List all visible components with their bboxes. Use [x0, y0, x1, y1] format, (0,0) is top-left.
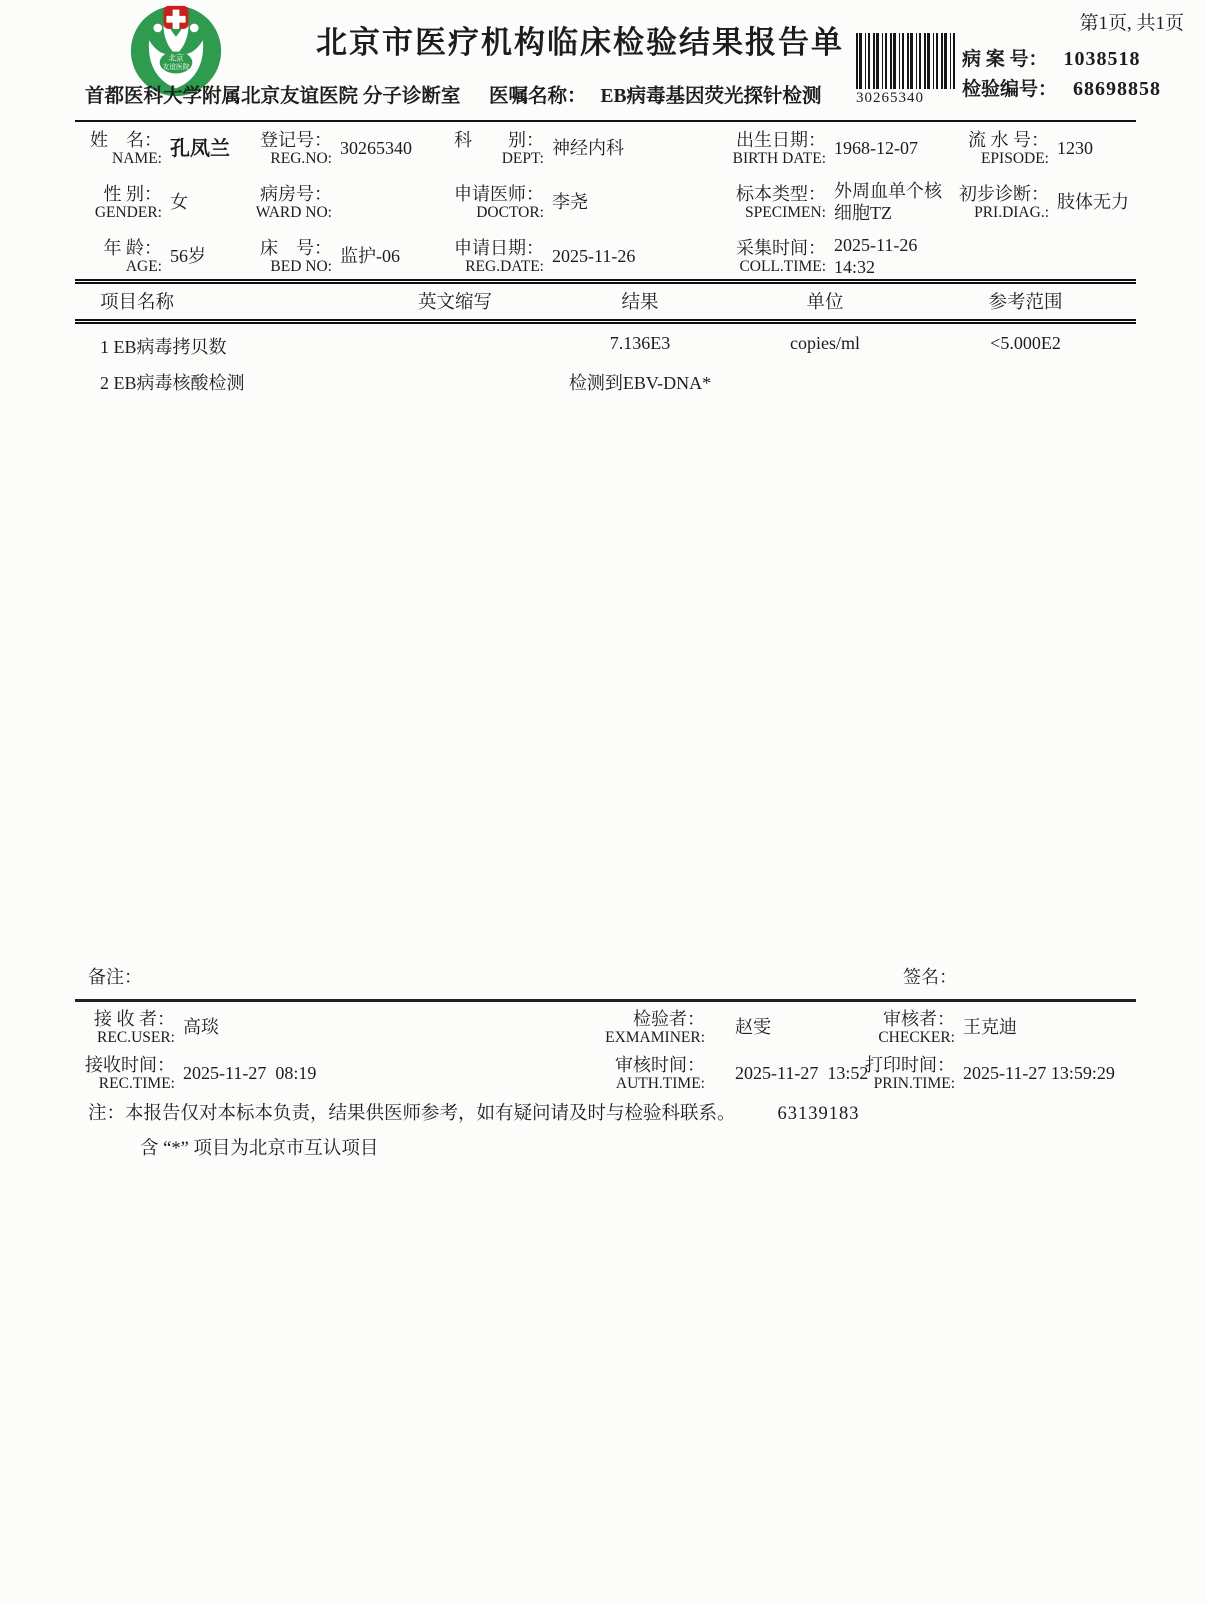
field-reg-no-value: 30265340: [340, 138, 412, 159]
order-label: 医嘱名称：: [489, 86, 587, 107]
field-episode-value: 1230: [1057, 138, 1093, 159]
lab-phone-number: 63139183: [777, 1104, 860, 1124]
order-line: [489, 80, 822, 108]
note-line-2: 含 “*” 项目为北京市互认项目: [140, 1139, 379, 1159]
field-gender-value: 女: [170, 192, 188, 213]
col-header-item-name: 项目名称: [100, 293, 175, 313]
field-reg-date: 申请日期： REG.DATE: 2025-11-26: [454, 238, 636, 276]
field-empty: [952, 234, 1138, 280]
result-range: <5.000E2: [990, 333, 1061, 353]
case-number-row: [962, 44, 1161, 74]
receive-time-field: 接收时间： REC.TIME: 2025-11-27 08:19: [85, 1055, 317, 1093]
signatures-grid: [75, 1006, 1136, 1098]
col-header-range: 参考范围: [988, 293, 1063, 313]
logo-text-line1: 北京: [168, 53, 184, 63]
barcode-number: 30265340: [856, 90, 924, 106]
result-value: 7.136E3: [609, 333, 671, 353]
receive-time-value: 2025-11-27 08:19: [183, 1063, 317, 1084]
header-divider: [75, 120, 1136, 122]
print-time-value: 2025-11-27 13:59:29: [963, 1063, 1115, 1084]
field-bed-no-value: 监护-06: [340, 246, 400, 267]
result-row: [75, 360, 1136, 396]
field-name: 姓 名： NAME: 孔凤兰: [90, 130, 230, 168]
result-row: [75, 324, 1136, 360]
report-note: [88, 1099, 860, 1160]
field-ward-no: 病房号： WARD NO:: [255, 184, 332, 222]
col-header-result: 结果: [621, 293, 659, 313]
auth-time-value: 2025-11-27 13:52: [735, 1063, 869, 1084]
field-doctor: 申请医师： DOCTOR: 李尧: [454, 184, 588, 222]
field-specimen-value: 外周血单个核细胞TZ: [834, 181, 942, 223]
result-unit: [735, 369, 915, 395]
results-table-header: [75, 279, 1136, 324]
print-time-field: 打印时间： PRIN.TIME: 2025-11-27 13:59:29: [865, 1055, 1115, 1093]
note-line-1: 注：本报告仅对本标本负责，结果供医师参考，如有疑问请及时与检验科联系。 63139183: [88, 1104, 860, 1124]
footer-divider: [75, 999, 1136, 1002]
logo-text-line2: 友谊医院: [162, 64, 190, 72]
field-dept-value: 神经内科: [552, 138, 624, 159]
checker-field: 审核者： CHECKER: 王克迪: [878, 1009, 1017, 1047]
field-name-value: 孔凤兰: [170, 138, 230, 160]
exam-number-value: 68698858: [1073, 78, 1162, 100]
page-indicator: 第1页, 共1页: [1079, 13, 1184, 34]
col-header-abbr: 英文缩写: [417, 293, 492, 313]
receiver-field: 接 收 者： REC.USER: 高琰: [94, 1009, 219, 1047]
field-age: 年 龄： AGE: 56岁: [103, 238, 206, 276]
hospital-name: 首都医科大学附属北京友谊医院 分子诊断室: [85, 86, 461, 107]
exam-number-label: 检验编号：: [962, 79, 1058, 100]
field-coll-time: 采集时间： COLL.TIME: 2025-11-26 14:32: [712, 234, 952, 280]
auth-time-field: 审核时间： AUTH.TIME: 2025-11-27 13:52: [615, 1055, 869, 1093]
result-value: 检测到EBV-DNA*: [568, 373, 712, 393]
report-title: 北京市医疗机构临床检验结果报告单: [316, 25, 844, 60]
receiver-name: 高琰: [183, 1017, 219, 1038]
result-range: [915, 369, 1136, 395]
field-doctor-value: 李尧: [552, 192, 588, 213]
result-unit: copies/ml: [790, 333, 860, 353]
result-abbr: [365, 369, 545, 395]
field-specimen: 标本类型： SPECIMEN: 外周血单个核细胞TZ: [712, 172, 952, 234]
field-pri-diag: 初步诊断： PRI.DIAG.: 肢体无力: [959, 184, 1129, 222]
case-number-label: 病 案 号：: [962, 49, 1048, 70]
field-reg-date-value: 2025-11-26: [552, 246, 636, 267]
field-episode: 流 水 号： EPISODE: 1230: [968, 130, 1093, 168]
result-name: 1 EB病毒拷贝数: [100, 337, 227, 357]
field-dept: 科 别： DEPT: 神经内科: [454, 130, 624, 168]
field-bed-no: 床 号： BED NO: 监护-06: [260, 238, 400, 276]
order-name: EB病毒基因荧光探针检测: [600, 86, 822, 107]
remark-label: 备注：: [88, 967, 142, 987]
patient-info-grid: [78, 126, 1138, 280]
result-name: 2 EB病毒核酸检测: [100, 373, 245, 393]
barcode-block: [856, 33, 960, 107]
field-birth-date: 出生日期： BIRTH DATE: 1968-12-07: [732, 130, 918, 168]
examiner-field: 检验者： EXMAMINER: 赵雯: [605, 1009, 771, 1047]
field-pri-diag-value: 肢体无力: [1057, 192, 1129, 213]
col-header-unit: 单位: [806, 293, 844, 313]
field-reg-no: 登记号： REG.NO: 30265340: [260, 130, 412, 168]
examiner-name: 赵雯: [735, 1017, 771, 1038]
checker-name: 王克迪: [963, 1017, 1017, 1038]
report-id-block: [962, 44, 1161, 104]
field-gender: 性 别： GENDER: 女: [94, 184, 188, 222]
case-number-value: 1038518: [1063, 48, 1141, 70]
field-coll-time-value: 2025-11-26 14:32: [834, 235, 927, 277]
results-table: [75, 279, 1136, 396]
field-age-value: 56岁: [170, 246, 206, 267]
result-abbr: [365, 333, 545, 359]
exam-number-row: [962, 74, 1161, 104]
field-birth-date-value: 1968-12-07: [834, 138, 918, 159]
sign-label: 签名：: [903, 967, 957, 987]
barcode-icon: [856, 33, 958, 89]
